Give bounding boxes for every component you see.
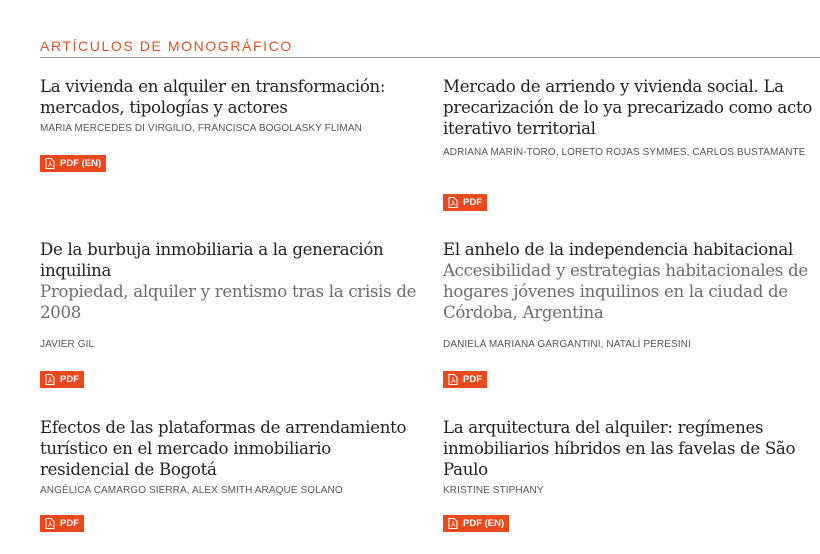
section-header [40,38,820,58]
file-pdf-icon [45,158,55,169]
pdf-label: PDF [463,374,482,385]
pdf-download-button[interactable] [40,155,106,172]
article-subtitle: Accesibilidad y estrategias habitacionales de hogares jóvenes inquilinos en la ciudad de Córdoba, Argentina [443,261,808,322]
article-title[interactable]: De la burbuja inmobiliaria a la generación inquilina [40,240,384,280]
article-title[interactable]: La arquitectura del alquiler: regímenes inmobiliarios híbridos en las favelas de São Paulo [443,418,796,479]
article-subtitle: Propiedad, alquiler y rentismo tras la crisis de 2008 [40,282,417,322]
article-item [443,239,820,354]
article-title[interactable]: Efectos de las plataformas de arrendamiento turístico en el mercado inmobiliario residencial de Bogotá [40,418,407,479]
article-item [40,76,418,138]
pdf-label: PDF [60,518,79,529]
article-item [40,239,418,354]
article-authors: DANIELA MARIANA GARGANTINI, NATALÍ PERESINI [443,339,691,350]
article-item [443,76,820,162]
article-item [40,417,418,500]
pdf-download-button[interactable] [443,194,487,211]
pdf-label: PDF [60,374,79,385]
section-title: ARTÍCULOS DE MONOGRÁFICO [40,38,293,54]
article-item [443,417,820,500]
article-title[interactable]: Mercado de arriendo y vivienda social. La precarización de lo ya precarizado como acto iterativo territorial [443,77,813,138]
article-authors: KRISTINE STIPHANY [443,485,544,496]
file-pdf-icon [448,518,458,529]
file-pdf-icon [45,374,55,385]
file-pdf-icon [448,374,458,385]
pdf-download-button[interactable] [443,371,487,388]
pdf-download-button[interactable] [40,371,84,388]
article-authors: ADRIANA MARÍN-TORO, LORETO ROJAS SYMMES, CARLOS BUSTAMANTE [443,147,806,158]
pdf-download-button[interactable] [443,515,509,532]
article-authors: ANGÉLICA CAMARGO SIERRA, ALEX SMITH ARAQUE SOLANO [40,485,343,496]
pdf-label: PDF [463,197,482,208]
article-title[interactable]: La vivienda en alquiler en transformación: mercados, tipologías y actores [40,77,386,117]
pdf-label: PDF (EN) [463,518,505,529]
pdf-label: PDF (EN) [60,158,102,169]
article-authors: JAVIER GIL [40,339,95,350]
pdf-download-button[interactable] [40,515,84,532]
file-pdf-icon [448,197,458,208]
article-authors: MARIA MERCEDES DI VIRGILIO, FRANCISCA BOGOLASKY FLIMAN [40,123,362,134]
file-pdf-icon [45,518,55,529]
article-title[interactable]: El anhelo de la independencia habitacional [443,240,793,259]
